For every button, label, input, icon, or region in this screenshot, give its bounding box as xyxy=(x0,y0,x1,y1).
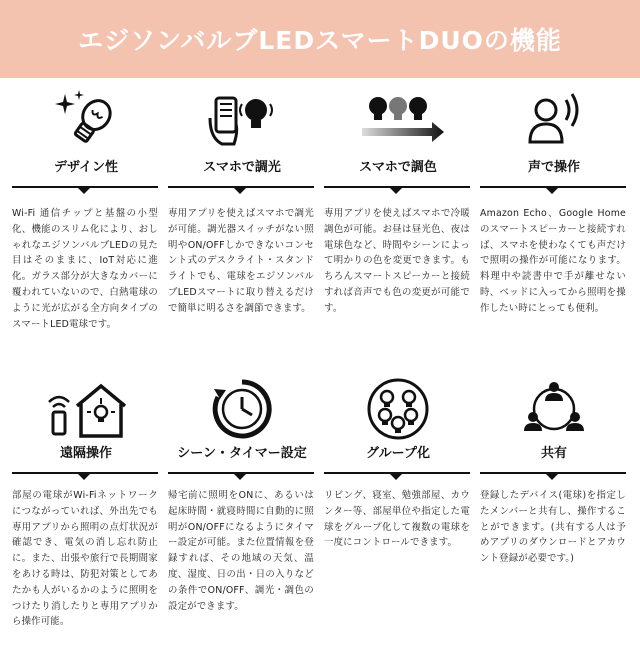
voice-speaker-icon xyxy=(476,86,632,152)
feature-desc: 帰宅前に照明をONに、あるいは起床時間・就寝時間に自動的に照明がON/OFFになるようにタイマー設定が可能。また位置情報を登録すれば、その地域の天気、温度、湿度、日の出・日の入りなどの条件でON/OFF、調光・調色の設定ができます。 xyxy=(168,490,314,612)
divider xyxy=(12,186,158,188)
feature-row-1 xyxy=(0,78,640,368)
feature-desc: 専用アプリを使えばスマホで調光が可能。調光器スイッチがない照明やON/OFFしかできないコンセント式のデスクライト・スタンドライトでも、電球をエジソンバルブLEDスマートに取り替えるだけで簡単に明るさを調節できます。 xyxy=(168,208,314,314)
bulb-group-icon xyxy=(320,376,476,442)
divider xyxy=(480,186,626,188)
remote-house-icon xyxy=(8,376,164,442)
sparkle-bulb-icon xyxy=(8,86,164,152)
feature-title: 遠隔操作 xyxy=(59,446,112,461)
divider xyxy=(12,472,158,474)
feature-title: 声で操作 xyxy=(527,160,580,175)
feature-desc: Amazon Echo、Google Homeのスマートスピーカーと接続すれば、スマホを使わなくても声だけで照明の操作が可能になります。料理中や読書中で手が離せない時、ベッドに入ってから照明を操作したい時にとっても便利。 xyxy=(480,208,626,314)
three-bulbs-gradient-icon xyxy=(320,86,476,152)
page-title: エジソンバルブLEDスマートDUOの機能 xyxy=(78,26,562,55)
feature-desc: 専用アプリを使えばスマホで冷暖調色が可能。お昼は昼光色、夜は電球色など、時間やシーンによって明かりの色を変更できます。もちろんスマートスピーカーと接続すれば音声でも色の変更が可能です。 xyxy=(324,208,470,314)
feature-desc: リビング、寝室、勉強部屋、カウンター等、部屋単位や指定した電球をグループ化して複数の電球を一度にコントロールできます。 xyxy=(324,490,470,549)
feature-desc: 登録したデバイス(電球)を指定したメンバーと共有し、操作することができます。(共有する人は予めアプリのダウンロードとアカウント登録が必要です。) xyxy=(480,490,626,565)
feature-title: グループ化 xyxy=(366,446,430,461)
feature-row-2 xyxy=(0,368,640,666)
divider xyxy=(168,186,314,188)
divider xyxy=(168,472,314,474)
divider xyxy=(480,472,626,474)
divider xyxy=(324,186,470,188)
feature-title: シーン・タイマー設定 xyxy=(177,446,307,461)
phone-bulb-icon xyxy=(164,86,320,152)
feature-title: スマホで調光 xyxy=(203,160,281,175)
feature-title: デザイン性 xyxy=(53,160,119,175)
divider xyxy=(324,472,470,474)
share-users-icon xyxy=(476,376,632,442)
clock-timer-icon xyxy=(164,376,320,442)
header-banner xyxy=(0,0,640,78)
feature-desc: 部屋の電球がWi-Fiネットワークにつながっていれば、外出先でも専用アプリから照明の点灯状況が確認でき、電気の消し忘れ防止に。また、出張や旅行で長期間家をあける時は、防犯対策としてあたかも人がいるかのように照明をつけたり消したりと専用アプリから操作可能。 xyxy=(12,490,158,628)
feature-desc: Wi-Fi 通信チップと基盤の小型化、機能のスリム化により、おしゃれなエジソンバルブLEDの見た目はそのままに、IoT対応に進化。ガラス部分が大きなカバーに覆われていないので、白熱電球のように光が広がる全方向タイプのスマートLED電球です。 xyxy=(12,208,158,330)
feature-title: スマホで調色 xyxy=(359,160,437,175)
feature-title: 共有 xyxy=(540,446,567,461)
